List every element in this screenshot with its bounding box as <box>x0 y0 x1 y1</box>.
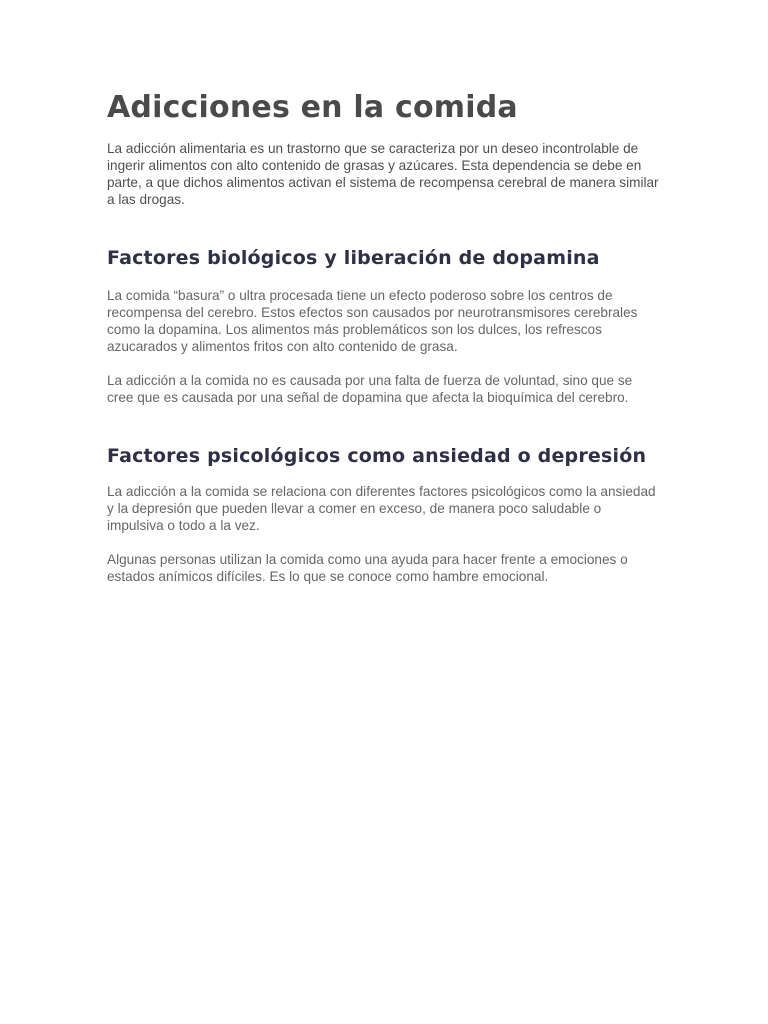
section-paragraph: La adicción a la comida no es causada por una falta de fuerza de voluntad, sino que se cree que es causada por una señal de dopamina que afecta la bioquímica del cerebro. <box>107 373 633 405</box>
section-paragraph: La comida “basura” o ultra procesada tiene un efecto poderoso sobre los centros de recompensa del cerebro. Estos efectos son causados por neurotransmisores cerebrales como la dopamina. Los alimentos más problemáticos son los dulces, los refrescos azucarados y alimentos fritos con alto contenido de grasa. <box>107 288 638 354</box>
section-paragraph: Algunas personas utilizan la comida como una ayuda para hacer frente a emociones o estados anímicos difíciles. Es lo que se conoce como hambre emocional. <box>107 552 628 584</box>
page-title: Adicciones en la comida <box>107 90 518 125</box>
intro-paragraph: La adicción alimentaria es un trastorno que se caracteriza por un deseo incontrolable de ingerir alimentos con alto contenido de grasas y azúcares. Esta dependencia se debe en parte, a que dichos alimentos activan el sistema de recompensa cerebral de manera similar a las drogas. <box>107 141 659 207</box>
section-paragraph: La adicción a la comida se relaciona con diferentes factores psicológicos como la ansiedad y la depresión que pueden llevar a comer en exceso, de manera poco saludable o impulsiva o todo a la vez. <box>107 484 656 533</box>
section-heading-biological: Factores biológicos y liberación de dopamina <box>107 247 600 269</box>
section-heading-psychological: Factores psicológicos como ansiedad o depresión <box>107 445 647 467</box>
